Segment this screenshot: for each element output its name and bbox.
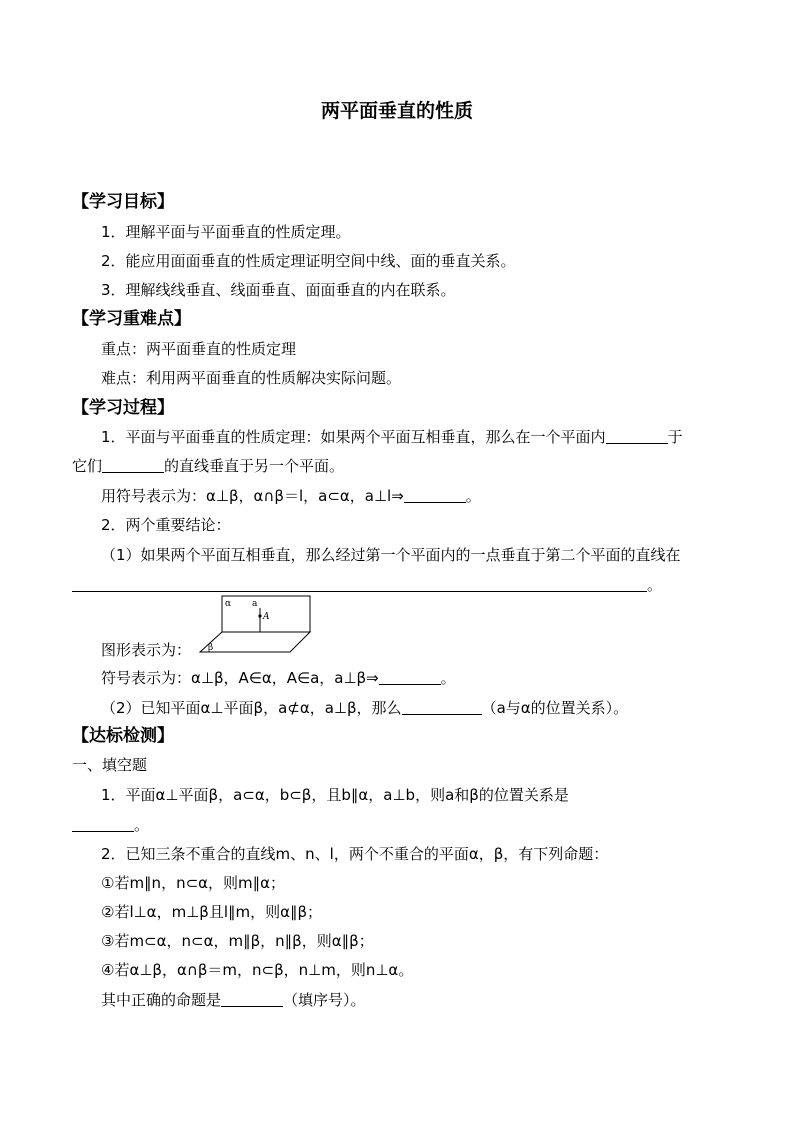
question-1-blank-line (72, 813, 149, 837)
figure-caption: 图形表示为： (101, 641, 192, 659)
conclusion-2-text: （a与α的位置关系）。 (481, 699, 629, 717)
objectives-heading: 【学习目标】 (72, 192, 174, 212)
objective-item: 2．能应用面面垂直的性质定理证明空间中线、面的垂直关系。 (101, 252, 516, 270)
conclusion-2 (101, 696, 628, 720)
question-1: 1．平面α⊥平面β，a⊂α，b⊂β，且b∥α，a⊥b，则a和β的位置关系是 (101, 786, 569, 804)
proposition-item: ①若m∥n，n⊂α，则m∥α； (101, 874, 286, 892)
answer-blank[interactable] (379, 668, 441, 685)
symbol-line (101, 484, 481, 508)
symbol-end: 。 (465, 487, 481, 505)
conclusions-intro: 2．两个重要结论： (101, 516, 231, 534)
conclusion-2-text: （2）已知平面α⊥平面β，a⊄α，a⊥β，那么 (101, 699, 402, 717)
question-1-end: 。 (134, 816, 150, 834)
difficulty-text: 难点：利用两平面垂直的性质解决实际问题。 (101, 369, 402, 387)
answer-blank[interactable] (72, 815, 134, 832)
objective-item: 3．理解线线垂直、线面垂直、面面垂直的内在联系。 (101, 281, 456, 299)
answer-blank[interactable] (221, 990, 283, 1007)
question-2: 2．已知三条不重合的直线m、n、l，两个不重合的平面α，β，有下列命题： (101, 845, 609, 863)
key-points-heading: 【学习重难点】 (72, 309, 191, 329)
answer-blank[interactable] (606, 427, 668, 444)
beta-label: β (208, 643, 214, 653)
section-title: 一、填空题 (72, 756, 148, 774)
answer-blank[interactable] (102, 456, 164, 473)
conclusion-1-blank-line (72, 573, 662, 597)
conclusion-1: （1）如果两个平面互相垂直，那么经过第一个平面内的一点垂直于第二个平面的直线在 (101, 546, 681, 564)
theorem-text: 于 (667, 428, 683, 446)
conclusion-1-end: 。 (647, 576, 663, 594)
symbol-end: 。 (440, 669, 456, 687)
point-a (258, 614, 261, 617)
proposition-item: ②若l⊥α，m⊥β且l∥m，则α∥β； (101, 903, 323, 921)
theorem-line (72, 454, 344, 478)
page-title: 两平面垂直的性质 (320, 100, 473, 122)
theorem-text: 它们 (72, 457, 103, 475)
theorem-text: 的直线垂直于另一个平面。 (164, 457, 345, 475)
symbol-line (101, 666, 456, 690)
proposition-item: ④若α⊥β，α∩β＝m，n⊂β，n⊥m，则n⊥α。 (101, 961, 414, 979)
question-2-answer-text: 其中正确的命题是 (101, 991, 222, 1009)
process-heading: 【学习过程】 (72, 398, 174, 418)
perpendicular-planes-figure (194, 594, 314, 656)
answer-blank[interactable] (72, 575, 647, 592)
symbol-text: 符号表示为：α⊥β，A∈α，A∈a，a⊥β⇒ (101, 669, 379, 687)
test-heading: 【达标检测】 (72, 726, 174, 746)
answer-blank[interactable] (404, 486, 466, 503)
question-2-answer-text: （填序号）。 (283, 991, 366, 1009)
question-2-answer (101, 988, 366, 1012)
proposition-item: ③若m⊂α，n⊂α，m∥β，n∥β，则α∥β； (101, 932, 374, 950)
objective-item: 1．理解平面与平面垂直的性质定理。 (101, 223, 351, 241)
line-a-label: a (252, 599, 258, 609)
theorem-text: 1．平面与平面垂直的性质定理：如果两个平面互相垂直，那么在一个平面内 (101, 428, 606, 446)
answer-blank[interactable] (402, 698, 482, 715)
theorem-line (101, 425, 683, 449)
plane-beta (200, 632, 310, 652)
symbol-text: 用符号表示为：α⊥β，α∩β＝l，a⊂α，a⊥l⇒ (101, 487, 404, 505)
alpha-label: α (225, 599, 232, 609)
focus-text: 重点：两平面垂直的性质定理 (101, 340, 297, 358)
point-a-label: A (263, 612, 270, 622)
